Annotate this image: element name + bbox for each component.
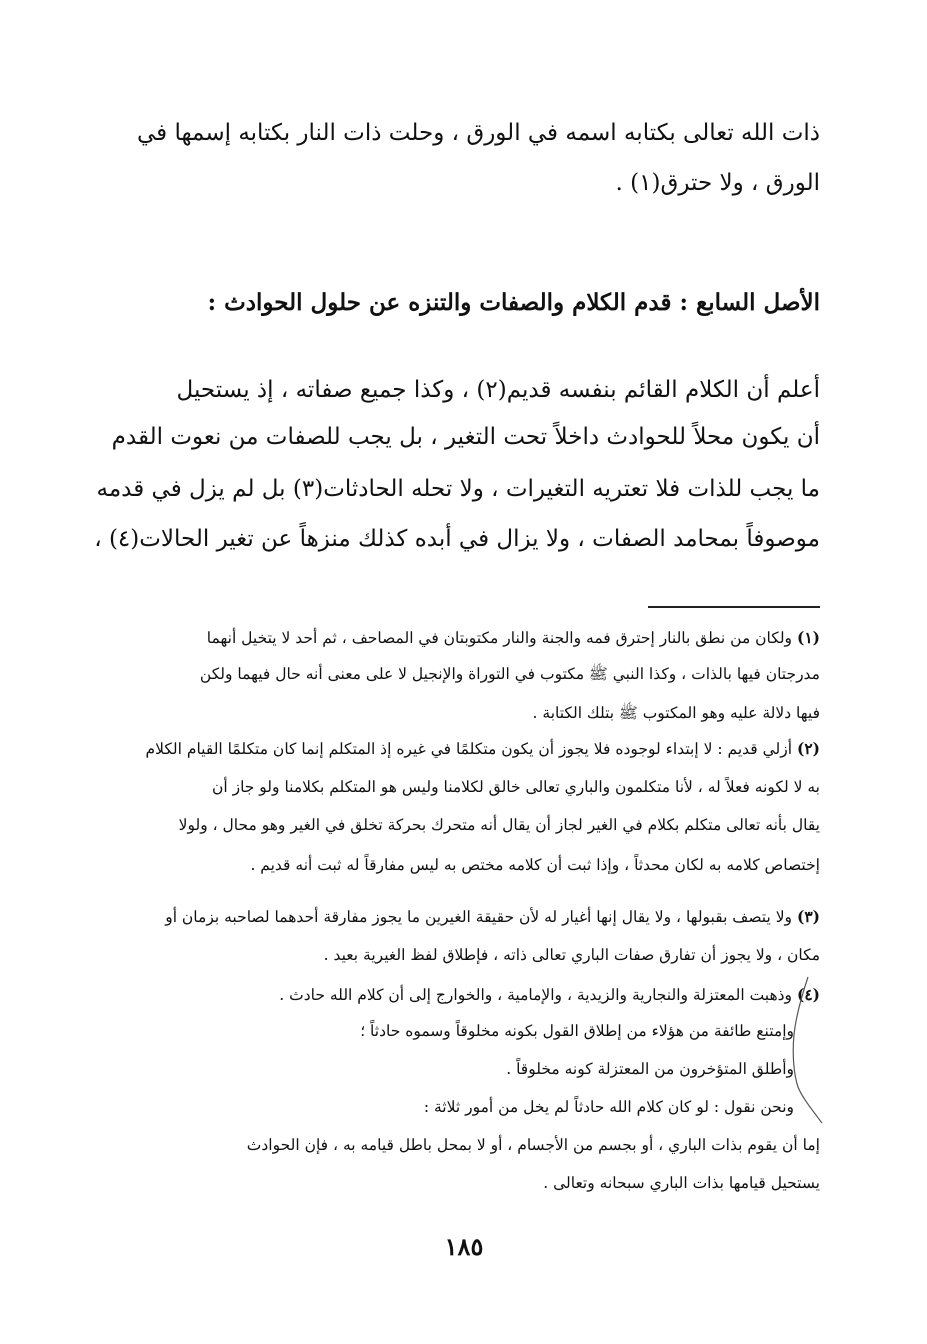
- footnote-1-first-line: [108, 625, 820, 653]
- main-line-4: موصوفاً بمحامد الصفات ، ولا يزال في أبده كذلك منزهاً عن تغير الحالات(٤) ،: [94, 526, 820, 552]
- footnote-2-line-4: إختصاص كلامه به لكان محدثاً ، وإذا ثبت أن كلامه مختص به ليس مفارقاً له ثبت أنه قديم .: [250, 856, 820, 874]
- footnote-2-line-3: يقال بأنه تعالى متكلم بكلام في الغير لجاز أن يقال أنه متحرك بحركة تخلق في الغير وهو محال ، ولولا: [178, 816, 820, 834]
- section-heading: الأصل السابع : قدم الكلام والصفات والتنزه عن حلول الحوادث :: [207, 289, 820, 316]
- footnote-1-line-2: مدرجتان فيها بالذات ، وكذا النبي ﷺ مكتوب في التوراة والإنجيل لا على معنى أنه حال فيهما ولكن: [199, 665, 820, 683]
- footnote-3-text: ولا يتصف بقبولها ، ولا يقال إنها أغيار له لأن حقيقة الغيرين ما يجوز مفارقة أحدهما لصاحبه بزمان أو: [165, 908, 793, 926]
- footnote-1-text: ولكان من نطق بالنار إحترق فمه والجنة والنار مكتوبتان في المصاحف ، ثم أحد لا يتخيل أنهما: [206, 629, 793, 647]
- main-line-3: ما يجب للذات فلا تعتريه التغيرات ، ولا تحله الحادثات(٣) بل لم يزل في قدمه: [96, 476, 820, 502]
- footnote-3-first-line: [108, 904, 820, 932]
- intro-line-1: ذات الله تعالى بكتابه اسمه في الورق ، وحلت ذات النار بكتابه إسمها في: [136, 120, 820, 146]
- footnote-4-marker: (٤): [796, 985, 820, 1004]
- main-line-1: أعلم أن الكلام القائم بنفسه قديم(٢) ، وكذا جميع صفاته ، إذ يستحيل: [176, 377, 820, 403]
- page-number: ١٨٥: [444, 1232, 484, 1261]
- footnote-4-line-5: إما أن يقوم بذات الباري ، أو بجسم من الأجسام ، أو لا بمحل باطل قيامه به ، فإن الحوادث: [246, 1136, 820, 1154]
- footnote-3-line-2: مكان ، ولا يجوز أن تفارق صفات الباري تعالى ذاته ، فإطلاق لفظ الغيرية بعيد .: [323, 946, 820, 964]
- footnote-2-text: أزلي قديم : لا إبتداء لوجوده فلا يجوز أن يكون متكلمًا في غيره إذ المتكلم إنما كان متكلمًا القيام الكلام: [145, 740, 793, 758]
- footnote-2-line-2: به لا لكونه فعلاً له ، لأنا متكلمون والباري تعالى خالق لكلامنا وليس هو المتكلم بكلامنا ولو جاز أن: [211, 778, 820, 796]
- footnote-4-text: وذهبت المعتزلة والنجارية والزيدية ، والإمامية ، والخوارج إلى أن كلام الله حادث .: [279, 986, 793, 1004]
- footnote-4-indented-1: وإمتنع طائفة من هؤلاء من إطلاق القول بكونه مخلوقاً وسموه حادثاً ؛: [360, 1022, 794, 1040]
- footnote-2-marker: (٢): [796, 739, 820, 758]
- footnote-1-marker: (١): [796, 628, 820, 647]
- footnote-2-first-line: [108, 736, 820, 764]
- footnote-4-line-6: يستحيل قيامها بذات الباري سبحانه وتعالى .: [543, 1174, 820, 1192]
- footnote-4-first-line: [108, 982, 820, 1010]
- intro-line-2: الورق ، ولا حترق(١) .: [615, 170, 820, 196]
- footnote-separator: [648, 606, 820, 608]
- footnote-3-marker: (٣): [796, 907, 820, 926]
- footnote-4-indented-3: ونحن نقول : لو كان كلام الله حادثاً لم يخل من أمور ثلاثة :: [423, 1098, 794, 1116]
- footnote-1-line-3: فيها دلالة عليه وهو المكتوب ﷺ بتلك الكتابة .: [532, 704, 820, 722]
- main-line-2: أن يكون محلاً للحوادث داخلاً تحت التغير ، بل يجب للصفات من نعوت القدم: [111, 424, 820, 450]
- margin-scribble-icon: [780, 975, 840, 1125]
- footnote-4-indented-2: وأطلق المتؤخرون من المعتزلة كونه مخلوقاً .: [506, 1060, 794, 1078]
